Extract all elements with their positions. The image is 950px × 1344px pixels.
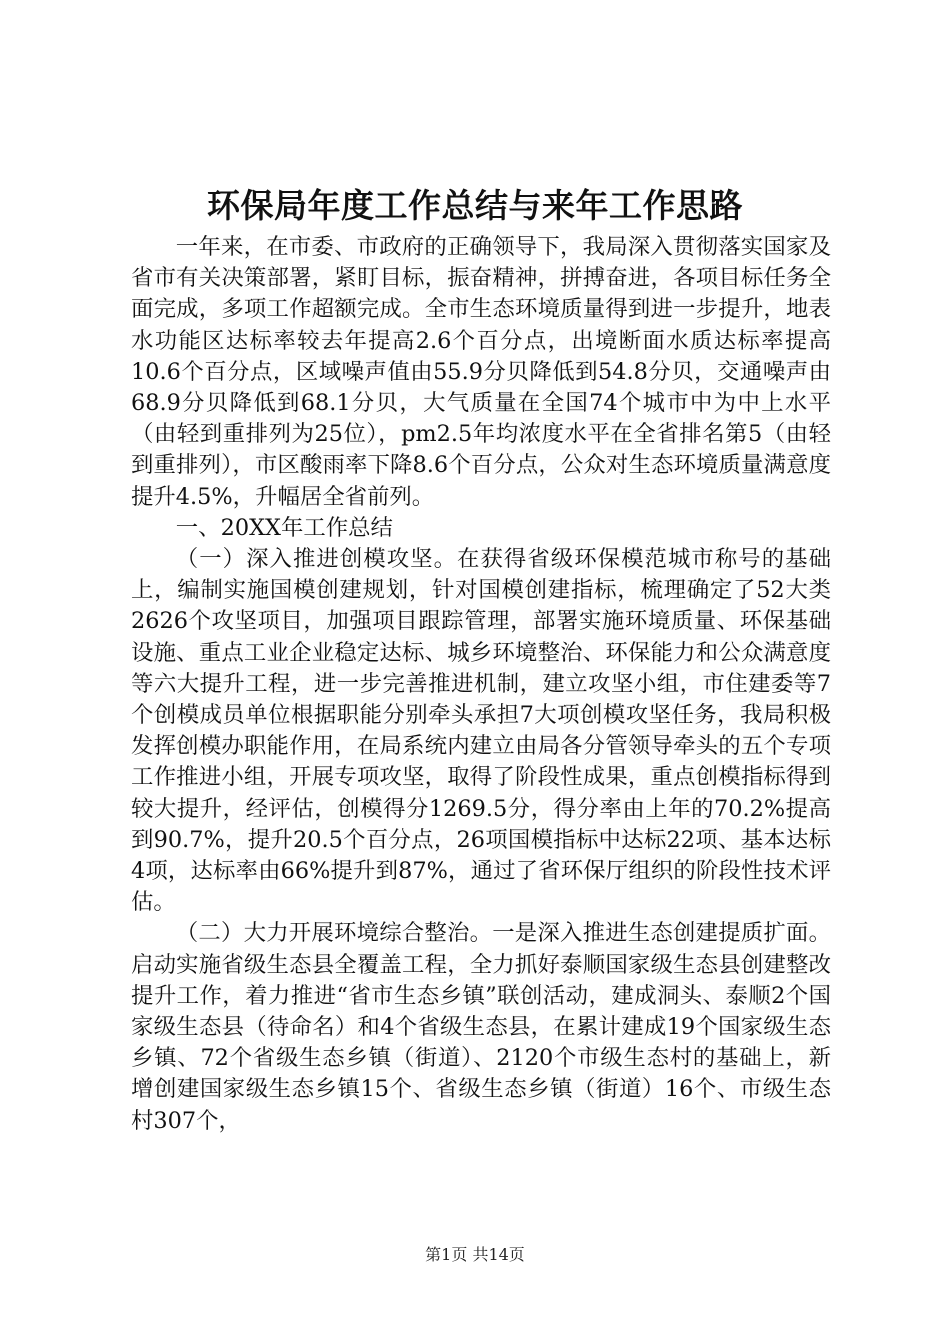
body-paragraph: （一）深入推进创模攻坚。在获得省级环保模范城市称号的基础上，编制实施国模创建规划，针对国模创建指标，梳理确定了52大类2626个攻坚项目，加强项目跟踪管理，部署实施环境质量、环保基础设施、重点工业企业稳定达标、城乡环境整治、环保能力和公众满意度等六大提升工程，进一步完善推进机制，建立攻坚小组，市住建委等7个创模成员单位根据职能分别牵头承担7大项创模攻坚任务，我局积极发挥创模办职能作用，在局系统内建立由局各分管领导牵头的五个专项工作推进小组，开展专项攻坚，取得了阶段性成果，重点创模指标得到较大提升，经评估，创模得分1269.5分，得分率由上年的70.2%提高到90.7%，提升20.5个百分点，26项国模指标中达标22项、基本达标4项，达标率由66%提升到87%，通过了省环保厅组织的阶段性技术评估。 <box>131 546 831 916</box>
section-heading: 一、20XX年工作总结 <box>175 514 393 541</box>
page-number: 第1页 共14页 <box>425 1245 525 1264</box>
document-title: 环保局年度工作总结与来年工作思路 <box>207 186 743 225</box>
body-paragraph: （二）大力开展环境综合整治。一是深入推进生态创建提质扩面。启动实施省级生态县全覆盖工程，全力抓好泰顺国家级生态县创建整改提升工作，着力推进“省市生态乡镇”联创活动，建成洞头、泰顺2个国家级生态县（待命名）和4个省级生态县，在累计建成19个国家级生态乡镇、72个省级生态乡镇（街道）、2120个市级生态村的基础上，新增创建国家级生态乡镇15个、省级生态乡镇（街道）16个、市级生态村307个， <box>131 920 831 1134</box>
document-body <box>131 232 831 1137</box>
intro-paragraph: 一年来，在市委、市政府的正确领导下，我局深入贯彻落实国家及省市有关决策部署，紧盯目标，振奋精神，拼搏奋进，各项目标任务全面完成，多项工作超额完成。全市生态环境质量得到进一步提升，地表水功能区达标率较去年提高2.6个百分点，出境断面水质达标率提高10.6个百分点，区域噪声值由55.9分贝降低到54.8分贝，交通噪声由68.9分贝降低到68.1分贝，大气质量在全国74个城市中为中上水平（由轻到重排列为25位），pm2.5年均浓度水平在全省排名第5（由轻到重排列），市区酸雨率下降8.6个百分点，公众对生态环境质量满意度提升4.5%，升幅居全省前列。 <box>131 234 831 510</box>
